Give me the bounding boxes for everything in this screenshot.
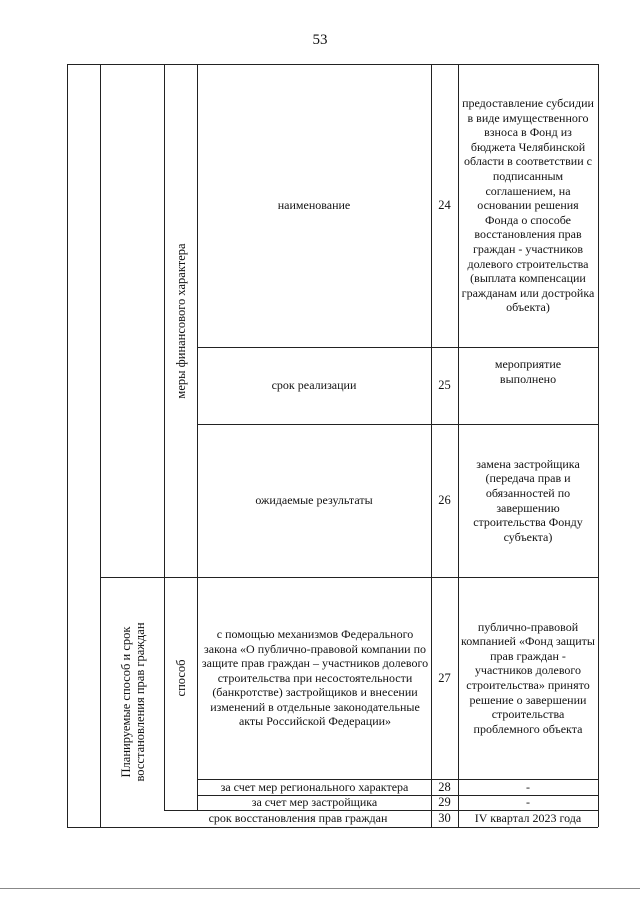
row-29-number: 29 <box>438 795 451 810</box>
row-27-label: с помощью механизмов Федерального закона «О публично-правовой компании по защите прав граждан – участников долевого строительства при несостоятельности (банкротстве) застройщиков и внесении изменений в отдельные законодательные акты Российской Федерации» <box>201 626 429 729</box>
row-24-label: наименование <box>277 198 351 213</box>
page-number: 53 <box>312 32 328 48</box>
row-26-value: замена застройщика (передача прав и обязанностей по завершению строительства Фонду субъекта) <box>473 456 583 544</box>
row-26-label: ожидаемые результаты <box>255 493 373 508</box>
table-bottom-border <box>67 827 598 828</box>
row-25-label: срок реализации <box>271 378 357 393</box>
row-28-label: за счет мер регионального характера <box>220 779 409 794</box>
column-divider <box>164 64 165 810</box>
row-24-value: предоставление субсидии в виде имущественного взноса в Фонд из бюджета Челябинской области в соответствии с подписанным соглашением, на основании решения Фонда о способе восстановления прав граждан - участников долевого строительства (выплата компенсации гражданам или достройка объекта) <box>461 96 595 315</box>
row-24-number: 24 <box>438 198 451 213</box>
row-27-number: 27 <box>438 670 451 685</box>
row-30-value: IV квартал 2023 года <box>474 811 582 826</box>
page-bottom-rule <box>0 888 640 889</box>
column-divider <box>100 64 101 827</box>
financial-measures-label: меры финансового характера <box>174 243 188 399</box>
column-divider <box>67 64 68 827</box>
planned-method-line1: Планируемые способ и срок <box>119 626 133 778</box>
row-27-value: публично-правовой компанией «Фонд защиты прав граждан - участников долевого строительства» принято решение о завершении строительства проблемного объекта <box>461 619 595 736</box>
row-30-number: 30 <box>438 811 451 826</box>
column-divider <box>458 64 459 827</box>
row-28-value: - <box>526 779 530 794</box>
planned-method-line2: восстановления прав граждан <box>133 622 147 782</box>
row-25-number: 25 <box>438 378 451 393</box>
column-divider <box>197 64 198 810</box>
row-29-value: - <box>526 795 530 810</box>
planned-method-label <box>119 622 147 781</box>
column-divider <box>598 64 599 827</box>
row-29-label: за счет мер застройщика <box>251 795 378 810</box>
row-25-value: мероприятие выполнено <box>494 357 562 386</box>
row-28-number: 28 <box>438 779 451 794</box>
method-label: способ <box>174 659 188 697</box>
row-26-number: 26 <box>438 493 451 508</box>
row-30-label: срок восстановления прав граждан <box>208 811 388 826</box>
